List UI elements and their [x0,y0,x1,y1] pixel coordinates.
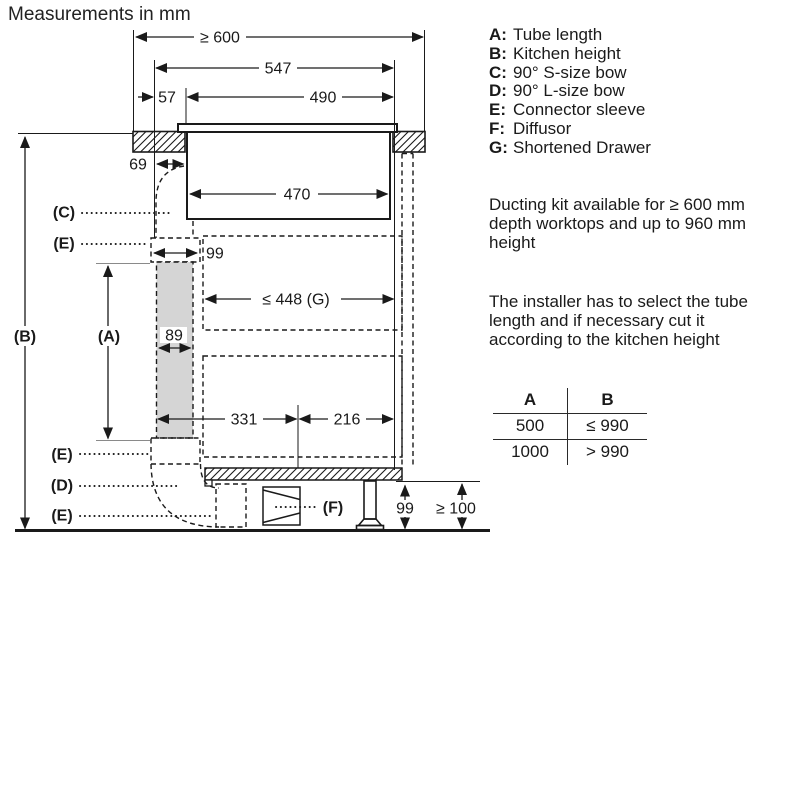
legend-label: Kitchen height [513,43,621,63]
label-C: (C) [52,204,76,222]
note-line: according to the kitchen height [489,329,720,349]
legend-label: Tube length [513,25,603,44]
drawer-lower [203,356,402,457]
note-line: length and if necessary cut it [489,310,705,330]
legend-item-a [489,26,651,45]
hob-glass-plate [178,124,397,132]
dim-sleeve-99: 99 [206,245,224,263]
legend-item-b [489,45,651,64]
cabinet-bottom-board [205,468,402,480]
table-row [493,440,647,465]
tube [157,262,194,438]
note-line: depth worktops and up to 960 mm [489,213,747,233]
connector-sleeve-mid [151,438,200,464]
legend-key: G: [489,137,508,157]
legend-item-d [489,82,651,101]
dim-drawer-448: ≤ 448 (G) [262,291,330,309]
note-line: Ducting kit available for ≥ 600 mm [489,195,745,214]
note-line: The installer has to select the tube [489,292,748,311]
table-header-a: A [493,388,568,414]
dim-tube-89: 89 [165,327,183,345]
parts-legend [489,26,651,158]
dim-331: 331 [230,411,258,429]
legend-item-g [489,139,651,158]
dim-490: 490 [309,89,337,107]
table-row [493,414,647,440]
page-title: Measurements in mm [8,4,191,25]
label-B: (B) [13,328,37,346]
legend-label: Diffusor [513,118,572,138]
legend-item-f [489,120,651,139]
dim-69: 69 [129,156,147,174]
label-E-bottom: (E) [51,507,73,525]
note-line: height [489,232,536,252]
table-cell-b: ≤ 990 [568,414,647,440]
table-cell-a: 1000 [493,440,568,465]
legend-key: F: [489,118,506,138]
label-knockouts [10,29,481,517]
table-cell-a: 500 [493,414,568,440]
legend-item-c [489,64,651,83]
dim-worktop-depth: ≥ 600 [200,29,240,47]
table-cell-b: > 990 [585,442,629,461]
label-F: (F) [322,499,344,517]
dim-547: 547 [264,60,292,78]
table-header-b: B [568,388,647,414]
legend-key: E: [489,100,506,120]
label-D: (D) [50,477,74,495]
dim-clearance-100: ≥ 100 [436,500,476,518]
dim-plinth-99: 99 [396,500,414,518]
dimension-lines [25,37,462,529]
diffusor [263,487,300,525]
dim-57: 57 [158,89,176,107]
connector-sleeve-bottom [216,484,246,527]
label-E-top: (E) [53,235,75,253]
s-bow-outer-curve [156,166,184,238]
legend-item-e [489,101,651,120]
installation-diagram [0,0,500,560]
legend-key: B: [489,43,507,63]
legend-key: D: [489,81,507,101]
legend-key: A: [489,25,507,44]
legend-label: 90° L-size bow [513,81,625,101]
legend-key: C: [489,62,507,82]
worktop-left [133,132,185,153]
dim-470: 470 [283,186,311,204]
dim-216: 216 [333,411,361,429]
legend-label: Connector sleeve [513,100,646,120]
drawer-upper [203,236,402,330]
note-ducting-kit [489,196,799,252]
worktop-right [393,132,425,153]
legend-label: Shortened Drawer [513,137,651,157]
legend-label: 90° S-size bow [513,62,627,82]
connector-sleeve-top [151,238,200,262]
hob-body [187,132,390,219]
label-E-mid: (E) [51,446,73,464]
cabinet-leg [357,481,384,530]
table-header-row [493,388,647,414]
label-A: (A) [97,328,121,346]
tube-length-table [493,388,647,465]
rear-channel [402,154,413,468]
note-installer [489,293,799,349]
